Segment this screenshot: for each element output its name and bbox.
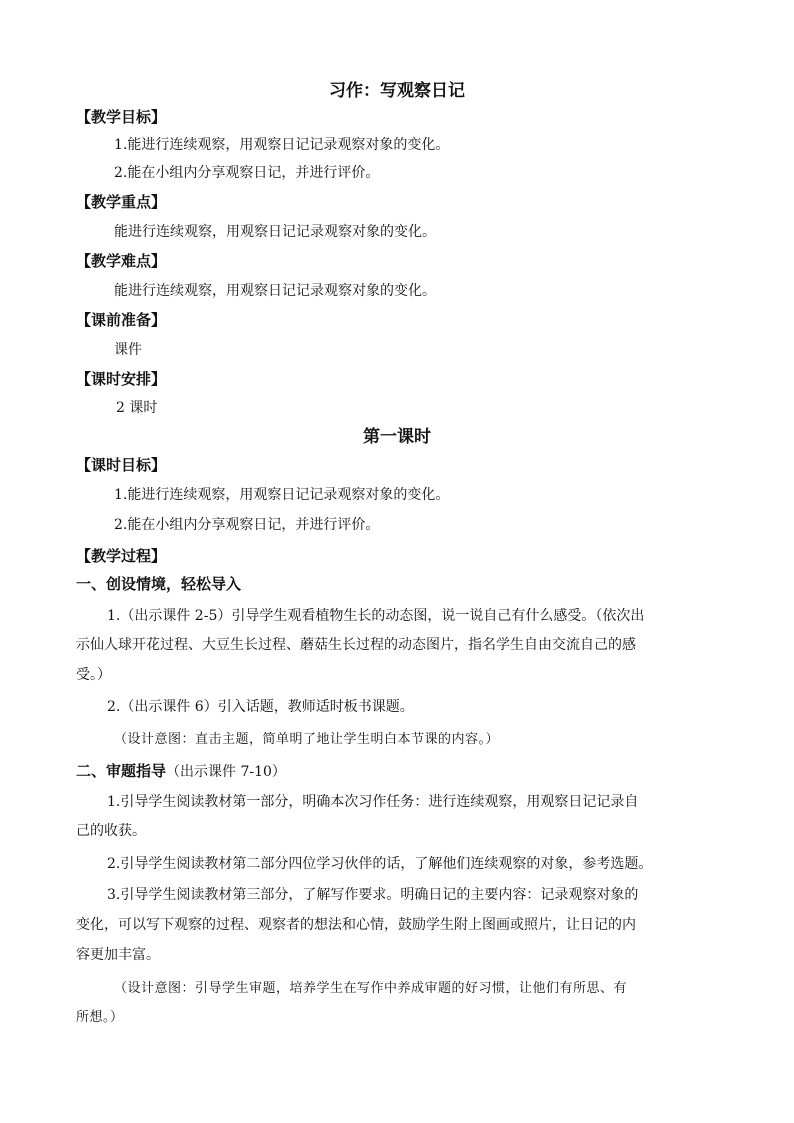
paragraph-line: 1.（出示课件 2-5）引导学生观看植物生长的动态图，说一说自己有什么感受。（依次出 <box>107 608 645 624</box>
paragraph-line: 受。） <box>76 667 111 683</box>
paragraph-line: 1.引导学生阅读教材第一部分，明确本次习作任务：进行连续观察，用观察日记记录自 <box>107 794 639 810</box>
document-title: 习作：写观察日记 <box>329 81 465 101</box>
teaching-goal-item: 1.能进行连续观察，用观察日记记录观察对象的变化。 <box>114 137 450 153</box>
section-heading-line <box>76 760 286 783</box>
lesson-goals-heading: 【课时目标】 <box>76 456 167 474</box>
difficulties-heading: 【教学难点】 <box>76 252 167 270</box>
teaching-goal-item: 2.能在小组内分享观察日记，并进行评价。 <box>114 165 380 181</box>
paragraph-line: 2.引导学生阅读教材第二部分四位学习伙伴的话，了解他们连续观察的对象，参考选题。 <box>107 856 653 872</box>
lesson-title: 第一课时 <box>363 427 431 447</box>
schedule-heading: 【课时安排】 <box>76 370 167 388</box>
design-note: （设计意图：引导学生审题，培养学生在写作中养成审题的好习惯，让他们有所思、有 <box>114 981 628 996</box>
paragraph-line: 己的收获。 <box>76 823 146 839</box>
key-points-heading: 【教学重点】 <box>76 193 167 211</box>
design-note: （设计意图：直击主题，简单明了地让学生明白本节课的内容。） <box>114 732 500 747</box>
lesson-goal-item: 2.能在小组内分享观察日记，并进行评价。 <box>114 517 380 533</box>
preparation-heading: 【课前准备】 <box>76 311 167 329</box>
section-heading: 二、审题指导 <box>76 762 167 780</box>
section-heading-suffix: （出示课件 7-10） <box>166 764 286 780</box>
paragraph-line: 2.（出示课件 6）引入话题，教师适时板书课题。 <box>107 699 414 715</box>
design-note: 所想。） <box>76 1010 124 1025</box>
preparation-text: 课件 <box>114 342 142 358</box>
paragraph-line: 3.引导学生阅读教材第三部分，了解写作要求。明确日记的主要内容：记录观察对象的 <box>107 887 639 903</box>
paragraph-line: 变化，可以写下观察的过程、观察者的想法和心情，鼓励学生附上图画或照片，让日记的内 <box>76 917 636 933</box>
teaching-goals-heading: 【教学目标】 <box>76 108 167 126</box>
section-heading: 一、创设情境，轻松导入 <box>76 575 242 593</box>
lesson-goal-item: 1.能进行连续观察，用观察日记记录观察对象的变化。 <box>114 487 450 503</box>
process-heading: 【教学过程】 <box>76 547 167 565</box>
paragraph-line: 容更加丰富。 <box>76 947 160 963</box>
schedule-text: 2 课时 <box>116 400 158 416</box>
key-points-text: 能进行连续观察，用观察日记记录观察对象的变化。 <box>114 224 436 240</box>
paragraph-line: 示仙人球开花过程、大豆生长过程、蘑菇生长过程的动态图片，指名学生自由交流自己的感 <box>76 637 636 653</box>
difficulties-text: 能进行连续观察，用观察日记记录观察对象的变化。 <box>114 283 436 299</box>
